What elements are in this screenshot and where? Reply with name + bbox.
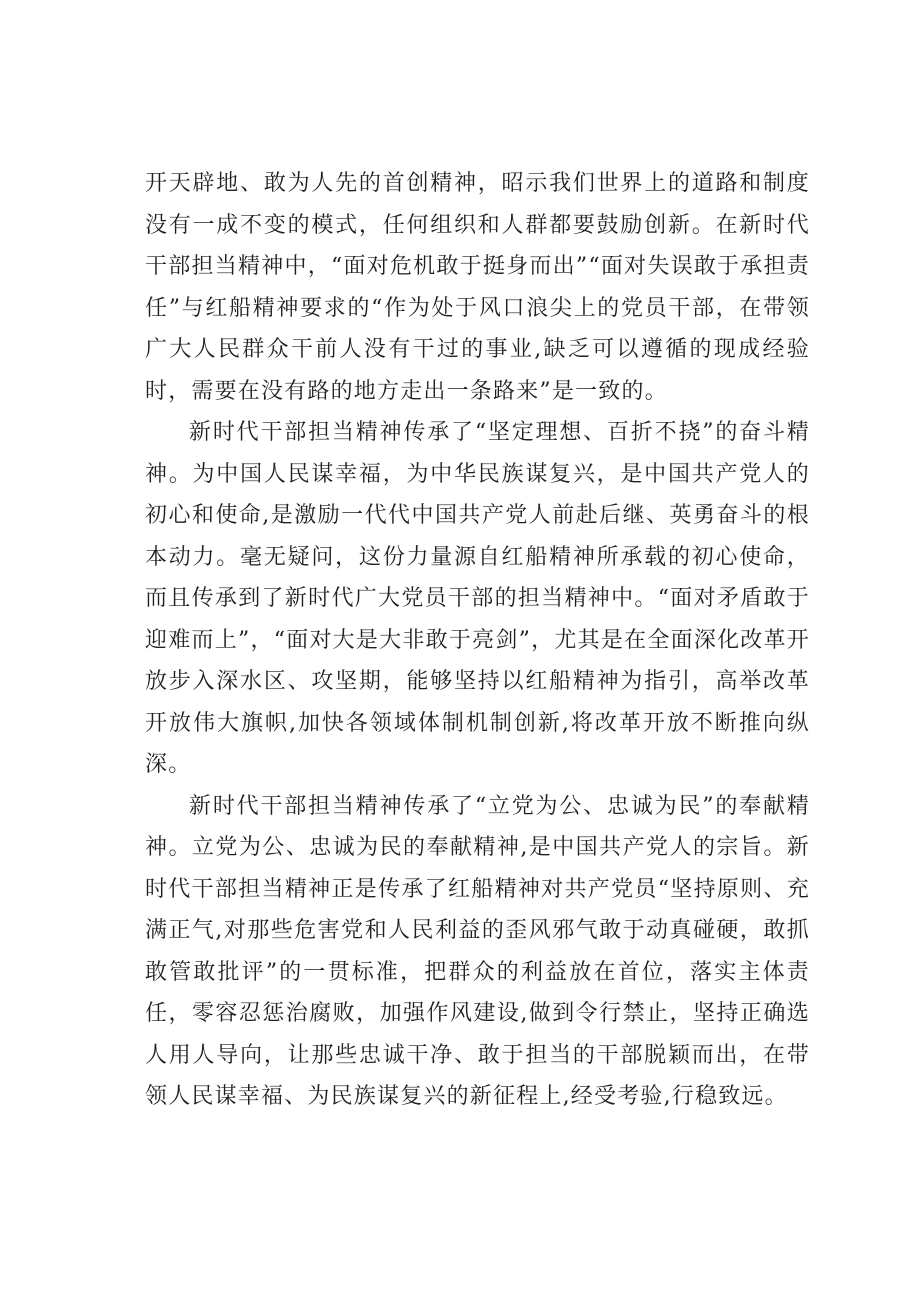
document-body [145, 163, 810, 1118]
paragraph-continuation: 开天辟地、敢为人先的首创精神，昭示我们世界上的道路和制度没有一成不变的模式，任何组织和人群都要鼓励创新。在新时代干部担当精神中，“面对危机敢于挺身而出”“面对失误敢于承担责任”与红船精神要求的“作为处于风口浪尖上的党员干部，在带领广大人民群众干前人没有干过的事业,缺乏可以遵循的现成经验时，需要在没有路的地方走出一条路来”是一致的。 [145, 171, 810, 404]
paragraph-struggle-spirit: 新时代干部担当精神传承了“坚定理想、百折不挠”的奋斗精神。为中国人民谋幸福，为中华民族谋复兴，是中国共产党人的初心和使命,是激励一代代中国共产党人前赴后继、英勇奋斗的根本动力。毫无疑问，这份力量源自红船精神所承载的初心使命，而且传承到了新时代广大党员干部的担当精神中。“面对矛盾敢于迎难而上”，“面对大是大非敢于亮剑”，尤其是在全面深化改革开放步入深水区、攻坚期，能够坚持以红船精神为指引，高举改革开放伟大旗帜,加快各领域体制机制创新,将改革开放不断推向纵深。 [145, 420, 810, 777]
paragraph-dedication-spirit: 新时代干部担当精神传承了“立党为公、忠诚为民”的奉献精神。立党为公、忠诚为民的奉献精神,是中国共产党人的宗旨。新时代干部担当精神正是传承了红船精神对共产党员“坚持原则、充满正气,对那些危害党和人民利益的歪风邪气敢于动真碰硬，敢抓敢管敢批评”的一贯标准，把群众的利益放在首位，落实主体责任，零容忍惩治腐败，加强作风建设,做到令行禁止，坚持正确选人用人导向，让那些忠诚干净、敢于担当的干部脱颖而出，在带领人民谋幸福、为民族谋复兴的新征程上,经受考验,行稳致远。 [145, 793, 810, 1109]
